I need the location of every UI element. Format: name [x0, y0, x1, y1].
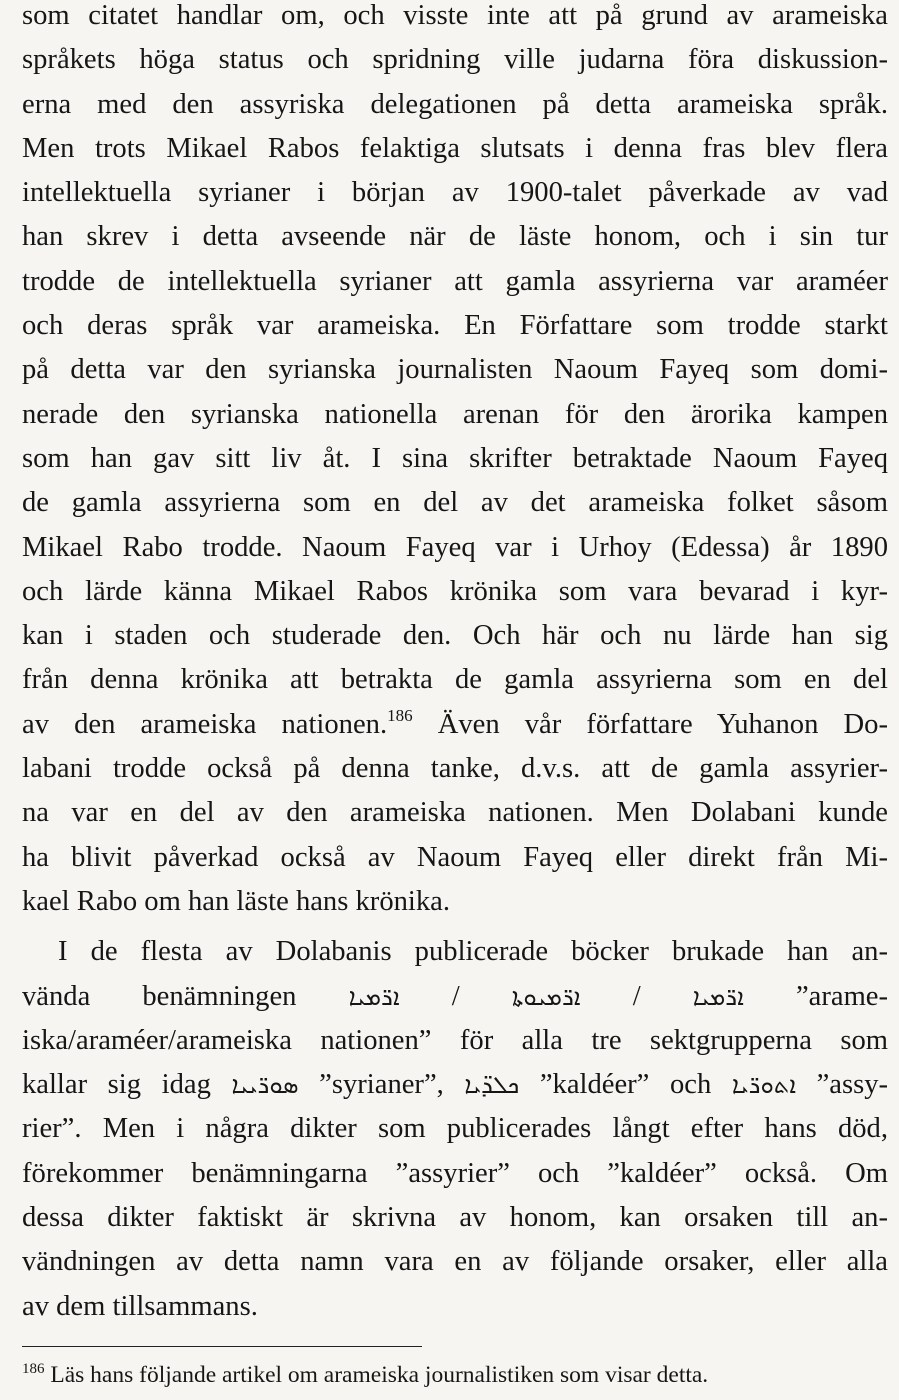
footnote-divider: [22, 1346, 422, 1347]
text-line: förekommer benämningarna ”assyrier” och ”kaldéer” också. Om: [22, 1157, 888, 1189]
text-segment: kallar sig idag: [22, 1069, 211, 1101]
separator: /: [632, 980, 641, 1012]
syriac-term: ܣܘܪ̈ܝܝܐ: [231, 1071, 299, 1100]
text-line: kan i staden och studerade den. Och här och nu lärde han sig: [22, 620, 888, 652]
text-line-with-syriac: [22, 975, 888, 1019]
text-line: och deras språk var arameiska. En Författare som trodde starkt: [22, 310, 888, 342]
text-line: på detta var den syrianska journalisten Naoum Fayeq som domi-: [22, 354, 888, 386]
text-line: iska/araméer/arameiska nationen” för alla tre sektgrupperna som: [22, 1024, 888, 1056]
text-line: de gamla assyrierna som en del av det arameiska folket såsom: [22, 487, 888, 519]
text-line: rier”. Men i några dikter som publicerades långt efter hans död,: [22, 1113, 888, 1145]
text-line: ha blivit påverkad också av Naoum Fayeq eller direkt från Mi-: [22, 841, 888, 873]
paragraph-1: [22, 0, 888, 924]
text-line: kael Rabo om han läste hans krönika.: [22, 885, 450, 917]
text-line: som han gav sitt liv åt. I sina skrifter betraktade Naoum Fayeq: [22, 442, 888, 474]
footnote-number: 186: [22, 1361, 45, 1377]
footnote-text: Läs hans följande artikel om arameiska journalistiken som visar detta.: [44, 1362, 709, 1388]
footnote-reference: 186: [387, 705, 413, 725]
text-line: och lärde känna Mikael Rabos krönika som vara bevarad i kyr-: [22, 575, 888, 607]
separator: /: [451, 980, 460, 1012]
syriac-term: ܟܠܕ̈ܝܐ: [464, 1071, 520, 1100]
text-line: dessa dikter faktiskt är skrivna av honom, kan orsaken till an-: [22, 1202, 888, 1234]
text-segment: Även vår författare Yuhanon Do-: [412, 708, 888, 740]
text-line: intellektuella syrianer i början av 1900-talet påverkade av vad: [22, 177, 888, 209]
syriac-term: ܐܬܘܪ̈ܝܐ: [731, 1071, 796, 1100]
text-line-with-footnote-ref: [22, 703, 888, 747]
text-line: Men trots Mikael Rabos felaktiga slutsats i denna fras blev flera: [22, 132, 888, 164]
text-line: av dem tillsammans.: [22, 1290, 258, 1322]
syriac-term: ܐܪ̈ܡܝܐ: [348, 982, 400, 1011]
text-segment: ”arame-: [795, 980, 889, 1012]
text-segment: ”kaldéer” och: [539, 1069, 712, 1101]
text-line: na var en del av den arameiska nationen. Men Dolabani kunde: [22, 797, 888, 829]
text-line: vändningen av detta namn vara en av följande orsaker, eller alla: [22, 1246, 888, 1278]
text-line: som citatet handlar om, och visste inte att på grund av arameiska: [22, 0, 888, 31]
text-line: trodde de intellektuella syrianer att gamla assyrierna var araméer: [22, 265, 888, 297]
text-line: Mikael Rabo trodde. Naoum Fayeq var i Urhoy (Edessa) år 1890: [22, 531, 888, 563]
text-line: nerade den syrianska nationella arenan för den ärorika kampen: [22, 398, 888, 430]
text-line: I de flesta av Dolabanis publicerade böcker brukade han an-: [58, 936, 888, 968]
syriac-term: ܐܪ̈ܡܝܐ: [692, 982, 744, 1011]
text-line: han skrev i detta avseende när de läste honom, och i sin tur: [22, 221, 888, 253]
text-line: från denna krönika att betrakta de gamla assyrierna som en del: [22, 664, 888, 696]
text-line: språkets höga status och spridning ville judarna föra diskussion-: [22, 44, 888, 76]
text-segment: vända benämningen: [22, 980, 297, 1012]
paragraph-2: [22, 930, 888, 1329]
syriac-term: ܐܪ̈ܡܝܘܬܐ: [511, 982, 581, 1011]
text-segment: av den arameiska nationen.: [22, 708, 388, 740]
text-line-with-syriac: [22, 1063, 888, 1107]
text-segment: ”assy-: [816, 1069, 889, 1101]
text-line: erna med den assyriska delegationen på detta arameiska språk.: [22, 88, 888, 120]
footnote: [22, 1360, 888, 1390]
text-line: labani trodde också på denna tanke, d.v.s. att de gamla assyrier-: [22, 753, 888, 785]
text-segment: ”syrianer”,: [319, 1069, 444, 1101]
